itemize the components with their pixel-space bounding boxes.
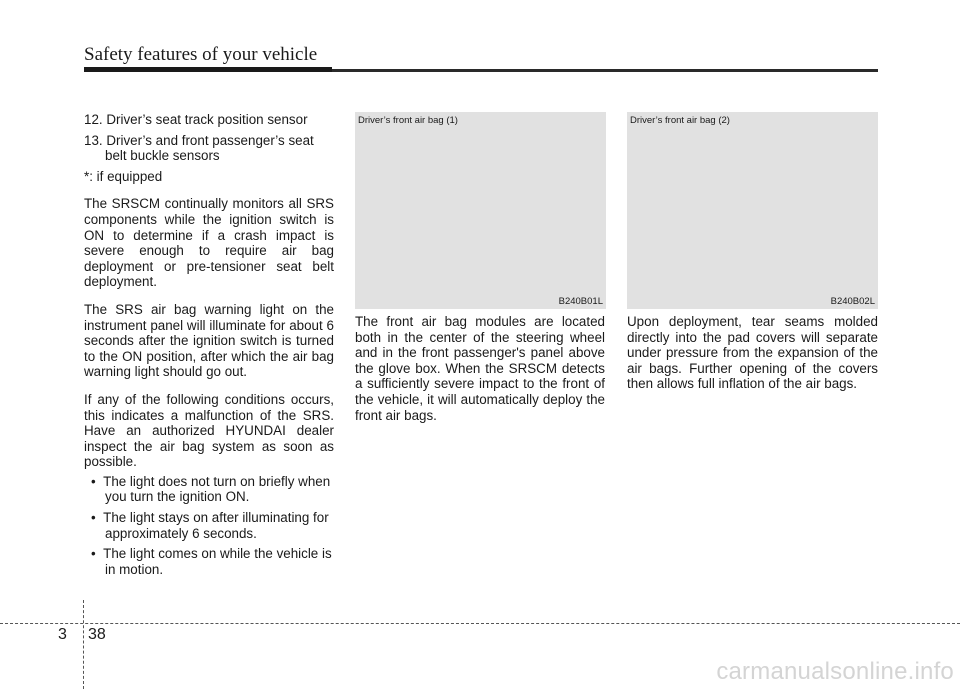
paragraph-srscm-monitoring: The SRSCM continually monitors all SRS components while the ignition switch is ON to determine if a crash impact is severe enough to require air bag deployment or pre-tensioner seat belt deployment. bbox=[84, 196, 334, 290]
paragraph-malfunction: If any of the following conditions occurs, this indicates a malfunction of the SRS. Have an authorized HYUNDAI dealer inspect the air bag system as soon as possible. bbox=[84, 391, 334, 470]
page-number: 38 bbox=[88, 626, 106, 643]
watermark-text: carmanualsonline.info bbox=[716, 658, 954, 685]
bullet-item: • The light does not turn on briefly when you turn the ignition ON. bbox=[91, 473, 331, 505]
footnote: *: if equipped bbox=[84, 168, 163, 184]
figure-caption: Driver’s front air bag (1) bbox=[358, 115, 458, 126]
page-title: Safety features of your vehicle bbox=[84, 44, 318, 65]
list-item-13: 13. Driver’s and front passenger’s seat belt buckle sensors bbox=[84, 132, 314, 164]
paragraph-warning-light: The SRS air bag warning light on the instrument panel will illuminate for about 6 seconds after the ignition switch is turned to the ON position, after which the air bag warning light should go out. bbox=[84, 301, 334, 380]
text-column-left bbox=[84, 112, 334, 582]
footer-divider bbox=[83, 600, 84, 689]
figure-caption: Driver’s front air bag (2) bbox=[630, 115, 730, 126]
figure-code: B240B02L bbox=[830, 296, 875, 307]
figure-code: B240B01L bbox=[558, 296, 603, 307]
list-item-12: 12. Driver’s seat track position sensor bbox=[84, 112, 308, 127]
figure-driver-airbag-1 bbox=[355, 112, 606, 309]
text-column-middle bbox=[355, 314, 605, 435]
text-column-right bbox=[627, 314, 878, 404]
header-rule-accent bbox=[84, 67, 332, 72]
chapter-number: 3 bbox=[58, 626, 67, 643]
figure-driver-airbag-2 bbox=[627, 112, 878, 309]
footer-rule bbox=[0, 623, 960, 624]
bullet-item: • The light comes on while the vehicle is in motion. bbox=[91, 546, 332, 577]
paragraph-airbag-modules: The front air bag modules are located both in the center of the steering wheel and in the front passenger's panel above the glove box. When the SRSCM detects a sufficiently severe impact to the front of the vehicle, it will automatically deploy the front air bags. bbox=[355, 314, 605, 423]
bullet-item: • The light stays on after illuminating for approximately 6 seconds. bbox=[91, 510, 329, 541]
paragraph-deployment: Upon deployment, tear seams molded directly into the pad covers will separate under pressure from the expansion of the air bags. Further opening of the covers then allows full inflation of the air bags. bbox=[627, 314, 878, 392]
